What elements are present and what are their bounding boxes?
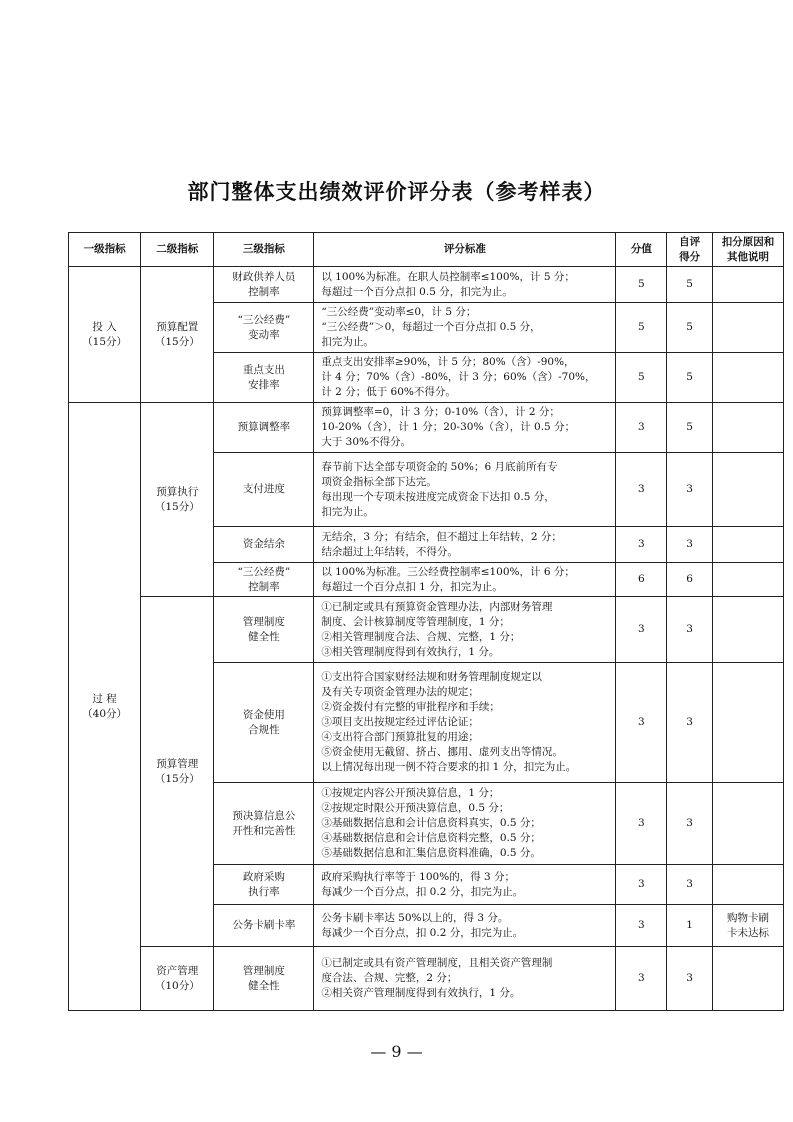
reason-cell: [712, 353, 783, 403]
reason-cell: 购物卡刷 卡未达标: [712, 905, 783, 947]
table-row: [69, 947, 784, 1011]
level3-cell: 预算调整率: [214, 403, 314, 453]
header-score: 分值: [616, 233, 667, 267]
standard-cell: 公务卡刷卡率达 50%以上的，得 3 分。 每减少一个百分点，扣 0.2 分，扣完为止。: [314, 905, 616, 947]
level3-cell: “三公经费” 控制率: [214, 563, 314, 597]
level1-input: 投 入 （15分）: [69, 267, 141, 403]
self-score-cell: 3: [667, 453, 713, 527]
standard-cell: 政府采购执行率等于 100%的，得 3 分； 每减少一个百分点，扣 0.2 分，扣完为止。: [314, 865, 616, 905]
table-row: [69, 403, 784, 453]
header-self-score: 自评 得分: [667, 233, 713, 267]
score-cell: 3: [616, 865, 667, 905]
header-reason: 扣分原因和 其他说明: [712, 233, 783, 267]
score-cell: 3: [616, 905, 667, 947]
standard-cell: ①已制定或具有预算资金管理办法，内部财务管理 制度、会计核算制度等管理制度，1 分； ②相关管理制度合法、合规、完整，1 分； ③相关管理制度得到有效执行，1 分。: [314, 597, 616, 663]
level3-cell: 管理制度 健全性: [214, 947, 314, 1011]
reason-cell: [712, 563, 783, 597]
scoring-table: [68, 232, 784, 1011]
reason-cell: [712, 527, 783, 563]
standard-cell: 预算调整率=0，计 3 分；0-10%（含），计 2 分； 10-20%（含），计 1 分；20-30%（含），计 0.5 分； 大于 30%不得分。: [314, 403, 616, 453]
header-standard: 评分标准: [314, 233, 616, 267]
self-score-cell: 5: [667, 267, 713, 303]
self-score-cell: 5: [667, 403, 713, 453]
page-title: 部门整体支出绩效评价评分表（参考样表）: [187, 180, 606, 204]
level2-budget-config: 预算配置 （15分）: [141, 267, 214, 403]
level2-budget-exec: 预算执行 （15分）: [141, 403, 214, 597]
self-score-cell: 3: [667, 865, 713, 905]
level3-cell: 财政供养人员 控制率: [214, 267, 314, 303]
header-level3: 三级指标: [214, 233, 314, 267]
score-cell: 5: [616, 303, 667, 353]
self-score-cell: 3: [667, 783, 713, 865]
level3-cell: 管理制度 健全性: [214, 597, 314, 663]
level2-asset-mgmt: 资产管理 （10分）: [141, 947, 214, 1011]
level2-budget-mgmt: 预算管理 （15分）: [141, 597, 214, 947]
level3-cell: 支付进度: [214, 453, 314, 527]
score-cell: 3: [616, 597, 667, 663]
header-level1: 一级指标: [69, 233, 141, 267]
standard-cell: 重点支出安排率≥90%，计 5 分；80%（含）-90%， 计 4 分；70%（含）-80%，计 3 分；60%（含）-70%， 计 2 分；低于 60%不得分。: [314, 353, 616, 403]
reason-cell: [712, 403, 783, 453]
standard-cell: 以 100%为标准。在职人员控制率≤100%，计 5 分； 每超过一个百分点扣 0.5 分，扣完为止。: [314, 267, 616, 303]
header-row: [69, 233, 784, 267]
self-score-cell: 3: [667, 527, 713, 563]
score-cell: 5: [616, 267, 667, 303]
standard-cell: “三公经费”变动率≤0，计 5 分； “三公经费”＞0，每超过一个百分点扣 0.5 分， 扣完为止。: [314, 303, 616, 353]
reason-cell: [712, 663, 783, 783]
standard-cell: ①支出符合国家财经法规和财务管理制度规定以 及有关专项资金管理办法的规定； ②资金拨付有完整的审批程序和手续； ③项目支出按规定经过评估论证； ④支出符合部门预算批复的用途； ⑤资金使用无截留、挤占、挪用、虚列支出等情况。 以上情况每出现一例不符合要求的扣 1 分，扣完为止。: [314, 663, 616, 783]
standard-cell: 以 100%为标准。三公经费控制率≤100%，计 6 分； 每超过一个百分点扣 1 分，扣完为止。: [314, 563, 616, 597]
reason-cell: [712, 597, 783, 663]
score-cell: 3: [616, 947, 667, 1011]
level1-process: 过 程 （40分）: [69, 403, 141, 1011]
reason-cell: [712, 865, 783, 905]
self-score-cell: 1: [667, 905, 713, 947]
table-row: [69, 267, 784, 303]
standard-cell: ①按规定内容公开预决算信息，1 分； ②按规定时限公开预决算信息，0.5 分； ③基础数据信息和会计信息资料真实，0.5 分； ④基础数据信息和会计信息资料完整，0.5 分； ⑤基础数据信息和汇集信息资料准确，0.5 分。: [314, 783, 616, 865]
self-score-cell: 6: [667, 563, 713, 597]
self-score-cell: 3: [667, 663, 713, 783]
level3-cell: 预决算信息公 开性和完善性: [214, 783, 314, 865]
score-cell: 3: [616, 403, 667, 453]
score-cell: 5: [616, 353, 667, 403]
level3-cell: 政府采购 执行率: [214, 865, 314, 905]
score-cell: 3: [616, 663, 667, 783]
table-row: [69, 597, 784, 663]
reason-cell: [712, 947, 783, 1011]
level3-cell: 公务卡刷卡率: [214, 905, 314, 947]
self-score-cell: 5: [667, 353, 713, 403]
page-number: — 9 —: [370, 1042, 423, 1061]
level3-cell: 资金使用 合规性: [214, 663, 314, 783]
score-cell: 3: [616, 527, 667, 563]
header-level2: 二级指标: [141, 233, 214, 267]
reason-cell: [712, 303, 783, 353]
score-cell: 3: [616, 783, 667, 865]
level3-cell: 重点支出 安排率: [214, 353, 314, 403]
standard-cell: 春节前下达全部专项资金的 50%；6 月底前所有专 项资金指标全部下达完。 每出现一个专项未按进度完成资金下达扣 0.5 分， 扣完为止。: [314, 453, 616, 527]
reason-cell: [712, 453, 783, 527]
score-cell: 6: [616, 563, 667, 597]
self-score-cell: 3: [667, 597, 713, 663]
reason-cell: [712, 783, 783, 865]
level3-cell: “三公经费” 变动率: [214, 303, 314, 353]
score-cell: 3: [616, 453, 667, 527]
reason-cell: [712, 267, 783, 303]
standard-cell: ①已制定或具有资产管理制度，且相关资产管理制 度合法、合规、完整，2 分； ②相关资产管理制度得到有效执行，1 分。: [314, 947, 616, 1011]
self-score-cell: 5: [667, 303, 713, 353]
standard-cell: 无结余，3 分；有结余，但不超过上年结转，2 分； 结余超过上年结转，不得分。: [314, 527, 616, 563]
self-score-cell: 3: [667, 947, 713, 1011]
level3-cell: 资金结余: [214, 527, 314, 563]
